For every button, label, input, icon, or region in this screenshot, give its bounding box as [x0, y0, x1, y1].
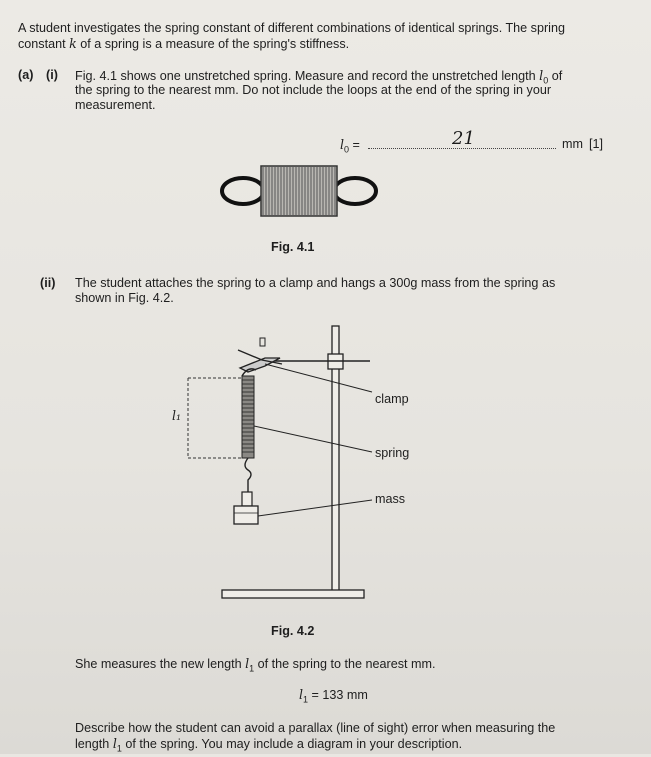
clamp-label-line	[265, 364, 372, 392]
hanging-mass-stem	[242, 492, 252, 506]
clamp-label: clamp	[375, 392, 409, 406]
l0-handwritten-answer: 21	[452, 128, 475, 149]
measure-line: She measures the new length $l_1$ of the spring to the nearest mm.	[75, 656, 436, 674]
intro-line-1: A student investigates the spring constant of different combinations of identical springs. The spring	[18, 21, 565, 35]
fig-4-1-spring-drawing	[215, 160, 385, 222]
question-label-ii: (ii)	[40, 276, 56, 290]
mass-label-line	[258, 500, 372, 516]
spring-label-line	[254, 426, 372, 452]
a-i-line-2: the spring to the nearest mm. Do not include the loops at the end of the spring in your	[75, 83, 552, 97]
l1-value: $l_1 = 133$ mm	[299, 687, 368, 705]
describe-line-2: length $l_1$ of the spring. You may include a diagram in your description.	[75, 736, 463, 754]
intro-line-2: constant k of a spring is a measure of the spring's stiffness.	[18, 36, 350, 51]
l1-handwritten-label: l₁	[172, 408, 182, 423]
mass-label: mass	[375, 492, 406, 506]
k-symbol: k	[69, 36, 77, 51]
describe-line-1: Describe how the student can avoid a parallax (line of sight) error when measuring the	[75, 721, 556, 735]
l0-marks: [1]	[589, 137, 604, 151]
fig-4-2-caption: Fig. 4.2	[271, 624, 315, 638]
l0-unit: mm	[562, 137, 583, 151]
stand-base	[222, 590, 364, 598]
clamp-jaws	[240, 358, 280, 372]
a-i-line-1: Fig. 4.1 shows one unstretched spring. Measure and record the unstretched length $l_0$ of	[75, 68, 563, 86]
fig-4-1-caption: Fig. 4.1	[271, 240, 315, 254]
l0-answer-label: $l_0$ =	[340, 137, 360, 155]
question-label-a: (a)	[18, 68, 34, 82]
a-ii-line-2: shown in Fig. 4.2.	[75, 291, 174, 305]
spring-left-loop	[222, 178, 264, 204]
spring-label: spring	[375, 446, 410, 460]
spring-right-loop	[334, 178, 376, 204]
a-i-line-3: measurement.	[75, 98, 156, 112]
question-label-i: (i)	[46, 68, 58, 82]
fig-4-2-apparatus-drawing	[170, 320, 440, 610]
hanging-mass	[234, 506, 258, 524]
a-ii-line-1: The student attaches the spring to a clamp and hangs a 300g mass from the spring as	[75, 276, 556, 290]
